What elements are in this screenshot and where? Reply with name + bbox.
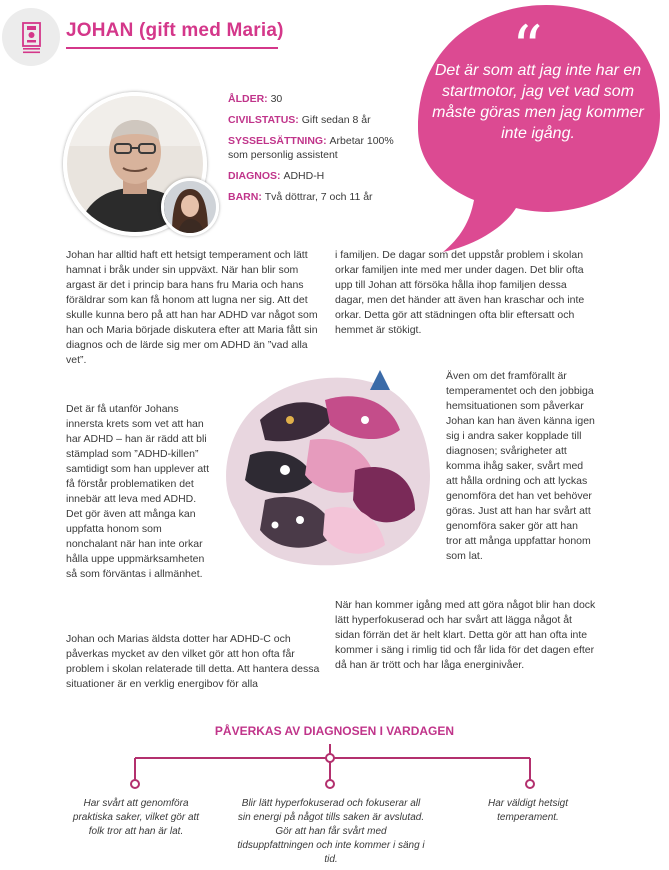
fact-label: DIAGNOS (228, 170, 278, 182)
body-paragraph: i familjen. De dagar som det uppstår problem i skolan orkar familjen inte med mer under dagen. Det blir ofta upp till Johan att försöka hålla ihop familjen dessa dagar, men det händer att även han kraschar och inte orkar. Detta gör att städningen ofta blir eftersatt och hemmet är stökigt. (335, 249, 585, 336)
quote-mark-icon: “ (512, 13, 543, 83)
body-paragraph: Det är få utanför Johans innersta krets som vet att han har ADHD – han är rädd att bli stämplad som ”ADHD-killen” samtidigt som han upplever att få förstår problematiken det innebär att leva med ADHD. Det gör även att många kan uppfatta honom som nonchalant när han inte orkar hålla uppe uppmärksamheten så som förväntas i allmänhet. (66, 403, 209, 580)
fact-label: SYSSELSÄTTNING (228, 135, 324, 147)
diagnosis-item: Blir lätt hyperfokuserad och fokuserar all sin energi på något tills saken är avslutad. Gör att han får svårt med tidsuppfattningen och inte kommer i säng i tid. (237, 798, 425, 865)
fact-label: CIVILSTATUS (228, 114, 296, 126)
fact-label: BARN (228, 191, 259, 203)
fact-occupation: SYSSELSÄTTNING: Arbetar 100% som personlig assistent (228, 135, 394, 161)
diagnosis-section-title: PÅVERKAS AV DIAGNOSEN I VARDAGEN (214, 724, 455, 738)
diagnosis-item: Har väldigt hetsigt temperament. (487, 798, 569, 823)
body-paragraph: Även om det framförallt är temperamentet och den jobbiga hemsituationen som påverkar Johan kan han även känna igen sig i andra saker kopplade till diagnosen; svårigheter att komma ihåg saker, svårt med att hålla ordning och att lyckas genomföra det han vet behöver göras. Just att han har svårt att genomföra saker gör att han tror att många uppfattar honom som lat. (446, 370, 595, 562)
profile-card-icon (2, 8, 60, 66)
messy-clothes-photo (205, 360, 445, 575)
fact-diagnosis: DIAGNOS: ADHD-H (228, 170, 325, 182)
body-paragraph: Johan har alltid haft ett hetsigt temperament och lätt hamnat i bråk under sin uppväxt. När han blir som argast är det i princip bara hans fru Maria och hans föräldrar som kan få honom att lugna ner sig. Att det skulle kunna bero på att han har ADHD var något som han och Maria började diskutera efter att Maria fått sin diagnos och de lärde sig mer om ADHD än ”vad alla vet”. (66, 249, 318, 366)
fact-children: BARN: Två döttrar, 7 och 11 år (228, 191, 373, 203)
fact-value: ADHD-H (283, 170, 325, 182)
body-paragraph: Johan och Marias äldsta dotter har ADHD-C och påverkas mycket av den vilket gör att hon ofta får problem i skolan relaterade till detta. Att hantera dessa situationer är en verklig energibov för alla (66, 633, 320, 690)
fact-value: Gift sedan 8 år (301, 114, 371, 126)
fact-age: ÅLDER: 30 (228, 93, 283, 105)
fact-value: Två döttrar, 7 och 11 år (264, 191, 373, 203)
fact-civil-status: CIVILSTATUS: Gift sedan 8 år (228, 114, 371, 126)
profile-facts (228, 92, 413, 211)
fact-value: Arbetar 100% som personlig assistent (228, 135, 394, 161)
title-underline (66, 47, 278, 49)
body-paragraph: När han kommer igång med att göra något blir han dock lätt hyperfokuserad och har svårt att lägga något åt sidan förrän det är helt klart. Detta gör att han ofta inte kommer i säng i rimlig tid och får lida för det dagen efter då han är trött och har låga energinivåer. (335, 599, 596, 671)
quote-text: Det är som att jag inte har en startmotor, jag vet vad som måste göras men jag kommer inte igång. (432, 62, 644, 142)
fact-label: ÅLDER (228, 93, 265, 105)
maria-portrait (161, 178, 219, 236)
diagnosis-item: Har svårt att genomföra praktiska saker, vilket gör att folk tror att han är lat. (72, 798, 200, 837)
fact-value: 30 (270, 93, 283, 105)
diagnosis-connector-tree (0, 736, 669, 796)
page-title: JOHAN (gift med Maria) (66, 20, 284, 41)
